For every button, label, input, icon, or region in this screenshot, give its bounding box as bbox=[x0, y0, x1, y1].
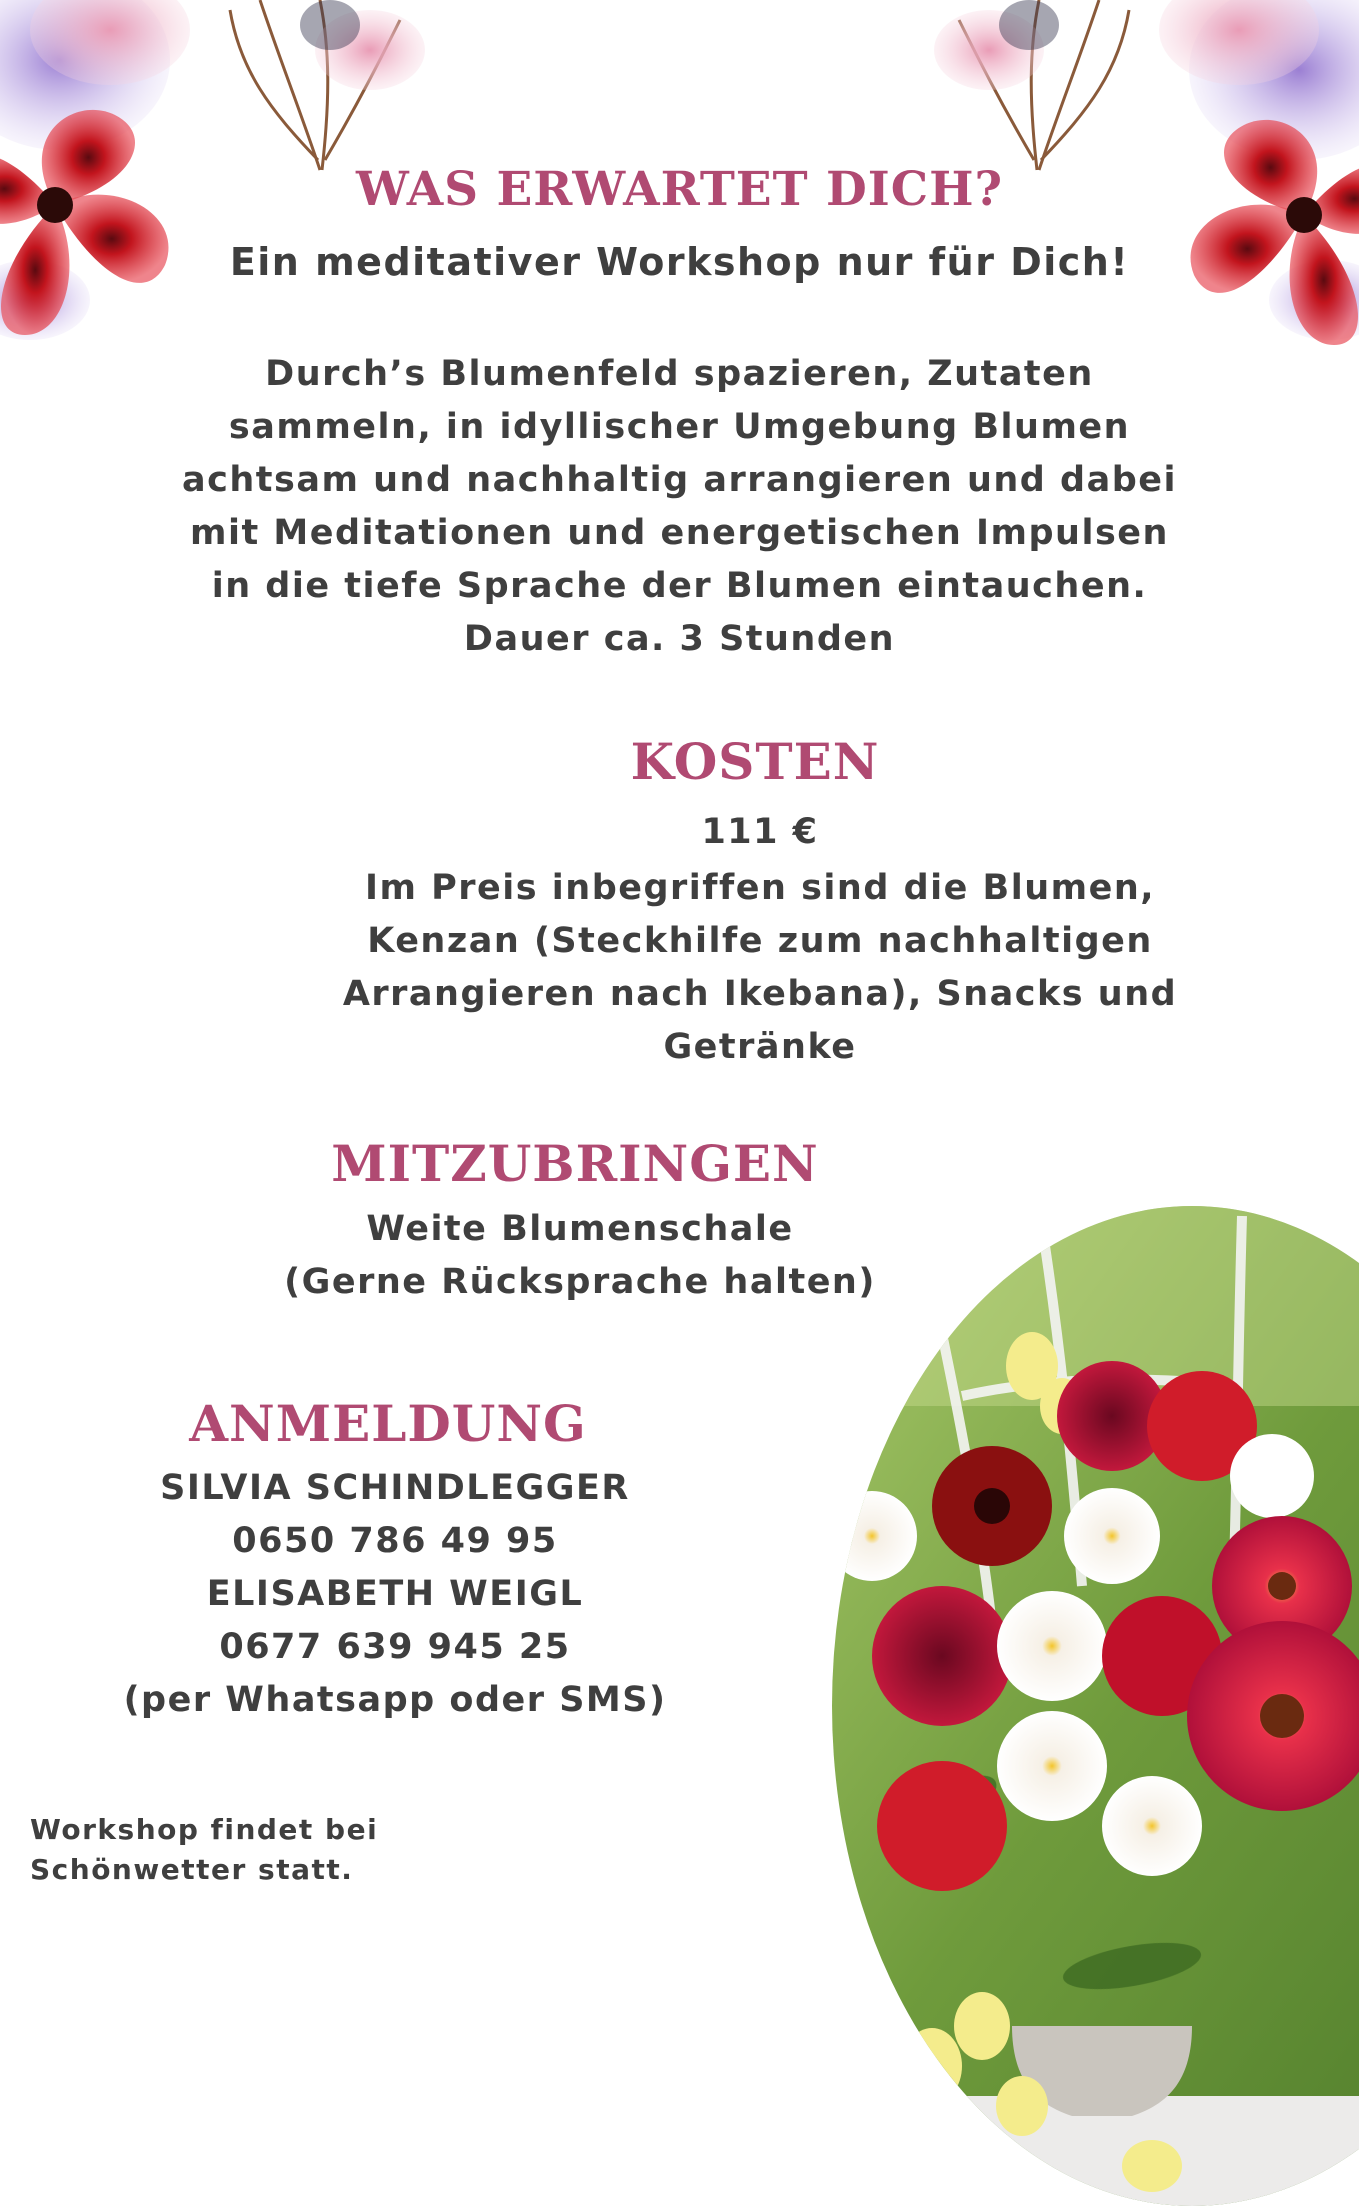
intro-line: Durch’s Blumenfeld spazieren, Zutaten bbox=[265, 354, 1094, 394]
kosten-heading: KOSTEN bbox=[630, 732, 880, 791]
kosten-line: Getränke bbox=[663, 1027, 857, 1067]
contact-phone[interactable]: 0677 639 945 25 bbox=[219, 1627, 571, 1667]
weather-footnote bbox=[30, 1810, 378, 1890]
contact-phone[interactable]: 0650 786 49 95 bbox=[232, 1521, 558, 1561]
contact-name: SILVIA SCHINDLEGGER bbox=[160, 1468, 630, 1508]
intro-line: achtsam und nachhaltig arrangieren und dabei bbox=[182, 460, 1177, 500]
flower-bouquet-photo bbox=[832, 1206, 1359, 2206]
kosten-line: Kenzan (Steckhilfe zum nachhaltigen bbox=[367, 921, 1153, 961]
footnote-line: Workshop findet bei bbox=[30, 1813, 379, 1846]
mitzubringen-description bbox=[230, 1203, 930, 1309]
intro-subheading: Ein meditativer Workshop nur für Dich! bbox=[229, 240, 1130, 284]
intro-heading: WAS ERWARTET DICH? bbox=[355, 162, 1004, 217]
mitzubringen-line: Weite Blumenschale bbox=[366, 1209, 794, 1249]
kosten-line: Im Preis inbegriffen sind die Blumen, bbox=[364, 868, 1156, 908]
anmeldung-contacts bbox=[80, 1462, 710, 1727]
intro-line: mit Meditationen und energetischen Impulsen bbox=[190, 513, 1169, 553]
mitzubringen-line: (Gerne Rücksprache halten) bbox=[284, 1262, 876, 1302]
kosten-price: 111 € bbox=[701, 812, 819, 852]
contact-method-note: (per Whatsapp oder SMS) bbox=[123, 1680, 667, 1720]
intro-line: sammeln, in idyllischer Umgebung Blumen bbox=[228, 407, 1131, 447]
kosten-description bbox=[310, 862, 1210, 1074]
contact-name: ELISABETH WEIGL bbox=[206, 1574, 584, 1614]
intro-line: in die tiefe Sprache der Blumen eintauchen. bbox=[211, 566, 1148, 606]
intro-duration: Dauer ca. 3 Stunden bbox=[463, 619, 896, 659]
anmeldung-heading: ANMELDUNG bbox=[189, 1394, 587, 1453]
mitzubringen-heading: MITZUBRINGEN bbox=[331, 1134, 819, 1193]
footnote-line: Schönwetter statt. bbox=[30, 1853, 354, 1886]
kosten-line: Arrangieren nach Ikebana), Snacks und bbox=[342, 974, 1178, 1014]
bouquet-illustration bbox=[832, 1206, 1359, 2206]
intro-description bbox=[0, 348, 1359, 666]
